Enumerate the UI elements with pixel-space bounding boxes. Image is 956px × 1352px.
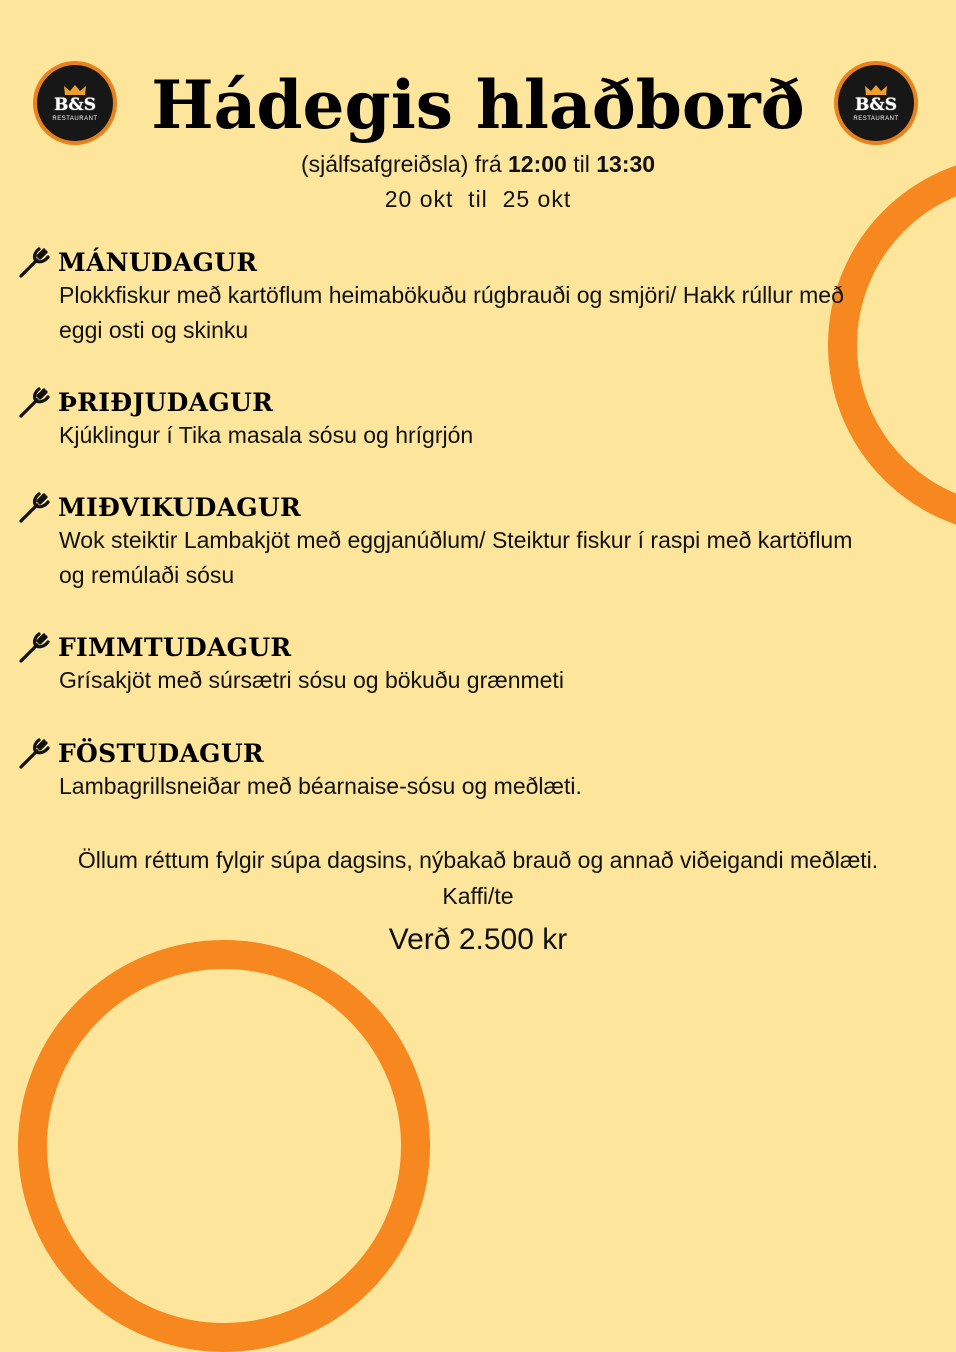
fork-icon [16, 489, 52, 525]
day-dish: Wok steiktir Lambakjöt með eggjanúðlum/ Steiktur fiskur í raspi með kartöflum og remúlaði sósu [59, 527, 853, 588]
logo-subtext: RESTAURANT [52, 116, 98, 122]
day-tuesday [16, 386, 896, 453]
menu-footer [0, 842, 956, 964]
logo-mark: B&S [54, 95, 96, 115]
day-dish: Plokkfiskur með kartöflum heimabökuðu rúgbrauði og smjöri/ Hakk rúllur með eggi osti og skinku [59, 282, 844, 343]
day-dish: Grísakjöt með súrsætri sósu og bökuðu grænmeti [59, 667, 564, 693]
logo-mark: B&S [855, 95, 897, 115]
fork-icon [16, 384, 52, 420]
included-note: Öllum réttum fylgir súpa dagsins, nýbakað brauð og annað viðeigandi meðlæti. [77, 847, 879, 873]
day-name: FÖSTUDAGUR [58, 738, 264, 768]
serving-hours [0, 149, 956, 179]
serving-hours-mid: til [566, 151, 597, 177]
day-name: MIÐVIKUDAGUR [58, 492, 302, 522]
serving-hours-prefix: (sjálfsafgreiðsla) frá [300, 151, 509, 177]
day-dish: Lambagrillsneiðar með béarnaise-sósu og meðlæti. [59, 773, 582, 799]
day-wednesday [16, 491, 896, 593]
fork-icon [16, 244, 52, 280]
fork-icon [16, 735, 52, 771]
day-dish: Kjúklingur í Tika masala sósu og hrígrjón [59, 422, 474, 448]
restaurant-logo-left [33, 61, 117, 145]
restaurant-logo-right [834, 61, 918, 145]
day-name: ÞRIÐJUDAGUR [58, 387, 274, 417]
day-friday [16, 737, 896, 804]
price: Verð 2.500 kr [388, 923, 568, 956]
page-title: Hádegis hlaðborð [151, 66, 805, 144]
decorative-ring-bottom [18, 940, 430, 1352]
day-name: MÁNUDAGUR [58, 247, 258, 277]
day-monday [16, 246, 896, 348]
drinks-note: Kaffi/te [442, 883, 514, 909]
fork-icon [16, 629, 52, 665]
date-range: 20 okt til 25 okt [384, 186, 572, 212]
day-thursday [16, 631, 896, 698]
end-time: 13:30 [596, 151, 656, 177]
logo-subtext: RESTAURANT [853, 116, 899, 122]
start-time: 12:00 [508, 151, 567, 177]
day-name: FIMMTUDAGUR [58, 632, 292, 662]
